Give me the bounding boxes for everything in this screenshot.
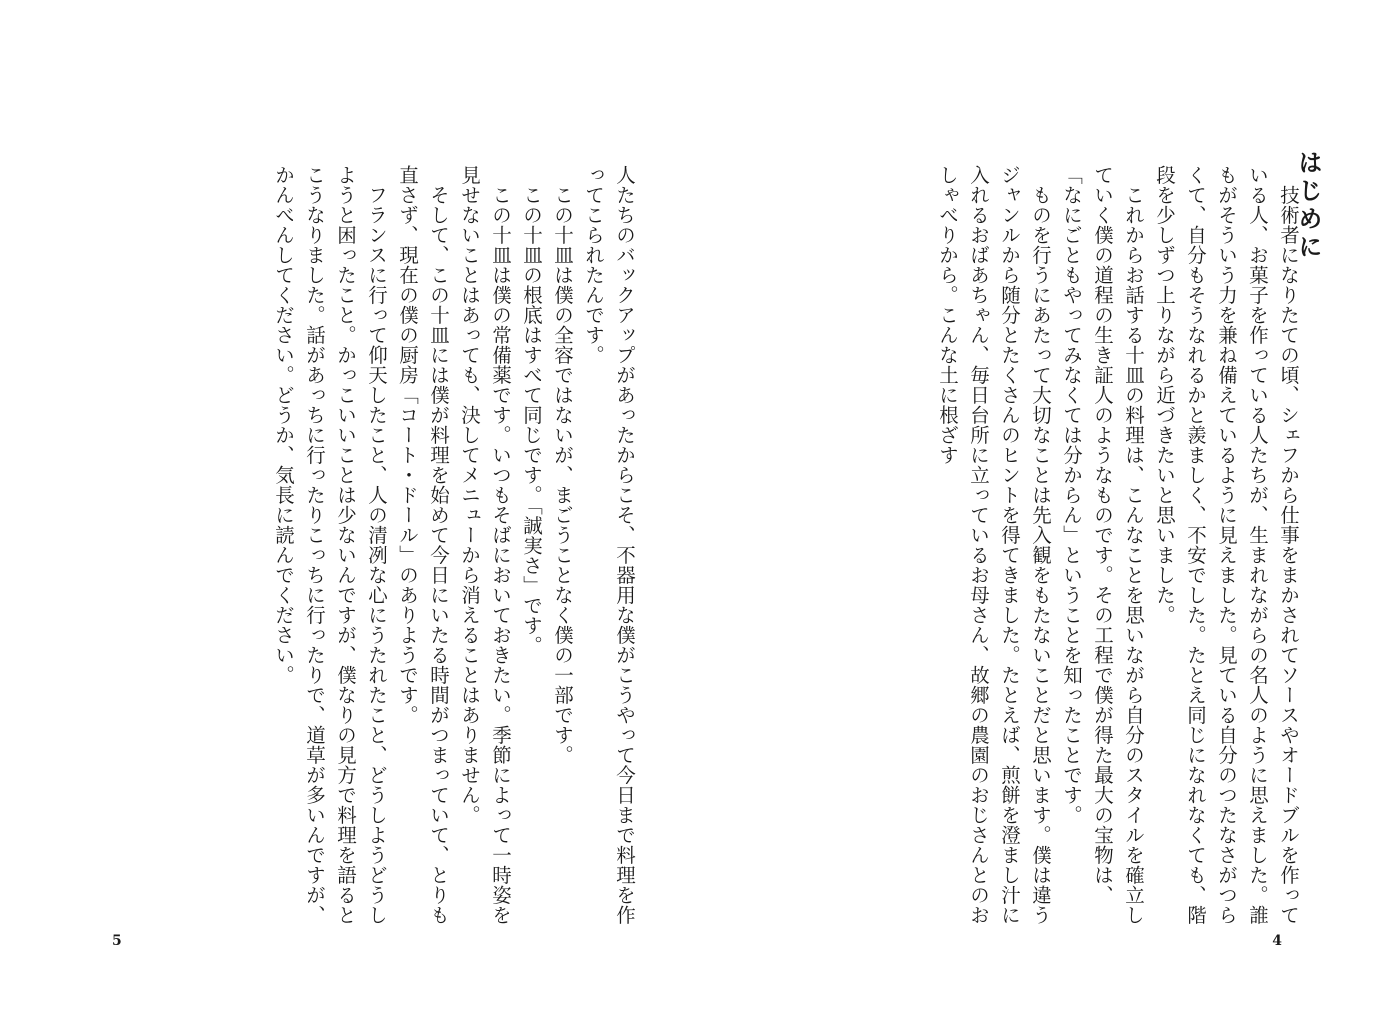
right-page-body xyxy=(874,165,1304,925)
paragraph: ものを行うにあたって大切なことは先入観をもたないことだと思います。僕は違うジャンルから随分とたくさんのヒントを得てきました。たとえば、煎餅を澄まし汁に入れるおばあちゃん、毎日台所に立っているお母さん、故郷の農園のおじさんとのおしゃべりから。こんな土に根ざす xyxy=(936,165,1052,925)
paragraph: フランスに行って仰天したこと、人の清冽な心にうたれたこと、どうしようどうしようと困ったこと。かっこいいことは少ないんですが、僕なりの見方で料理を語るとこうなりました。話があっちに行ったりこっちに行ったりで、道草が多いんですが、かんべんしてください。どうか、気長に読んでください。 xyxy=(272,165,388,925)
paragraph: これからお話する十皿の料理は、こんなことを思いながら自分のスタイルを確立していく僕の道程の生き証人のようなものです。その工程で僕が得た最大の宝物は、「なにごともやってみなくては分からん」ということを知ったことです。 xyxy=(1060,165,1145,925)
page-number: 4 xyxy=(1272,933,1282,949)
paragraph: そして、この十皿には僕が料理を始めて今日にいたる時間がつまっていて、とりも直さず、現在の僕の厨房「コート・ドール」のありようです。 xyxy=(396,165,450,925)
paragraph: この十皿の根底はすべて同じです。「誠実さ」です。 xyxy=(520,184,543,655)
paragraph: この十皿は僕の全容ではないが、まごうことなく僕の一部です。 xyxy=(551,184,574,765)
paragraph: この十皿は僕の常備薬です。いつもそばにおいておきたい。季節によって一時姿を見せないことはあっても、決してメニューから消えることはありません。 xyxy=(458,165,512,925)
chapter-title: はじめに xyxy=(1294,150,1322,262)
page-number: 5 xyxy=(112,933,122,949)
paragraph: 人たちのバックアップがあったからこそ、不器用な僕がこうやって今日まで料理を作ってこられたんです。 xyxy=(582,165,636,925)
left-page-body xyxy=(250,165,640,925)
right-page xyxy=(700,0,1400,1036)
paragraph: 技術者になりたての頃、シェフから仕事をまかされてソースやオードブルを作っている人、お菓子を作っている人たちが、生まれながらの名人のように思えました。誰もがそういう力を兼ね備えているように見えました。見ている自分のつたなさがつらくて、自分もそうなれるかと羨ましく、不安でした。たとえ同じになれなくても、階段を少しずつ上りながら近づきたいと思いました。 xyxy=(1153,165,1300,925)
